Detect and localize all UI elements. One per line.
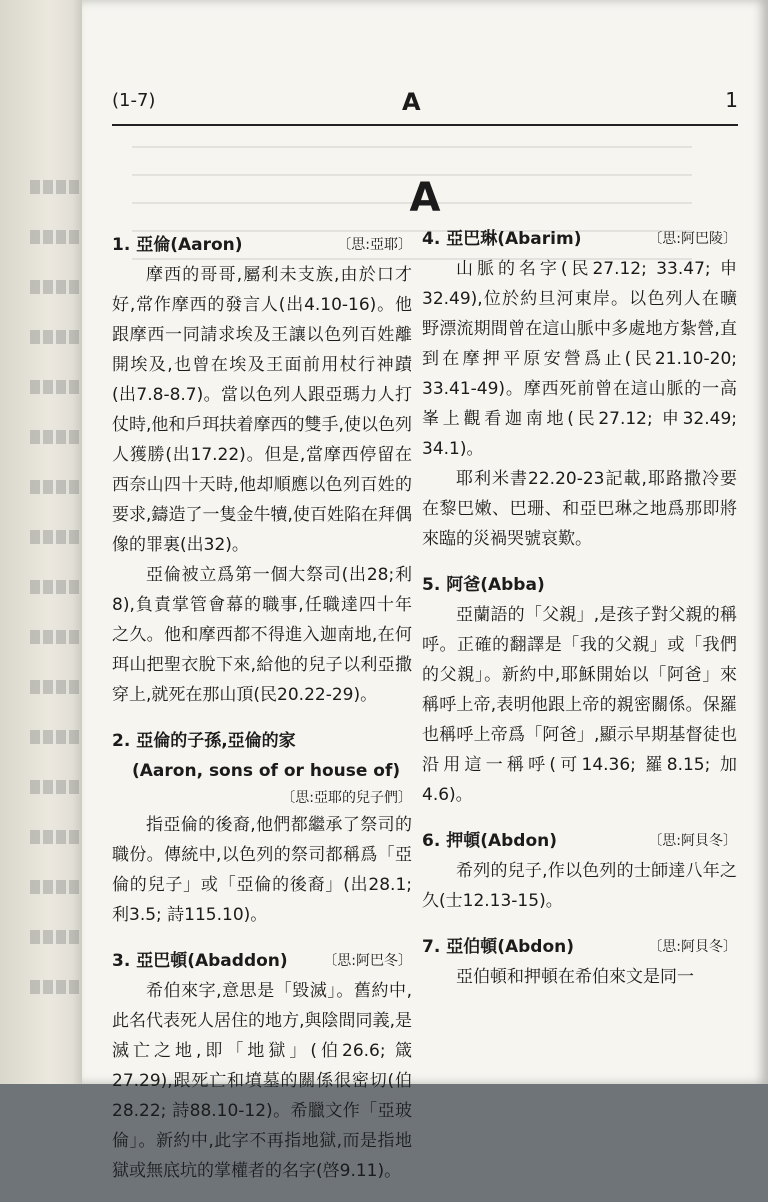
- entry-heading: [422, 932, 737, 962]
- bleed-through-text: [30, 980, 80, 994]
- bleed-through-text: [30, 430, 80, 444]
- dictionary-page: [82, 0, 768, 1181]
- entry-abaddon: [112, 946, 412, 1186]
- bleed-through-text: [30, 380, 80, 394]
- section-letter: A: [409, 175, 441, 221]
- entry-paragraph: 亞倫被立爲第一個大祭司(出28;利8),負責掌管會幕的職事,任職達四十年之久。他和摩西都不得進入迦南地,在何珥山把聖衣脫下來,給他的兒子以利亞撒穿上,就死在那山頂(民20.22-29)。: [112, 565, 412, 705]
- entry-paragraph: 希伯來字,意思是「毀滅」。舊約中,此名代表死人居住的地方,與陰間同義,是滅亡之地,即「地獄」(伯26.6; 箴27.29),跟死亡和墳墓的關係很密切(伯28.22; 詩88.10-12)。希臘文作「亞玻倫」。新約中,此字不再指地獄,而是指地獄或無底坑的掌權者的名字(啓9.11)。: [112, 981, 412, 1181]
- bleed-through-text: [30, 880, 80, 894]
- bleed-through-text: [30, 930, 80, 944]
- entry-abba: [422, 570, 737, 810]
- bleed-through-text: [30, 530, 80, 544]
- entry-heading: [422, 224, 737, 254]
- bleed-through-text: [30, 630, 80, 644]
- entry-abdon: [422, 932, 737, 992]
- entry-title: 5. 阿爸(Abba): [422, 575, 545, 595]
- entry-heading: [112, 726, 412, 756]
- bleed-through-text: [30, 280, 80, 294]
- bleed-through-text: [30, 830, 80, 844]
- entry-paragraph: 山脈的名字(民27.12; 33.47; 申32.49),位於約旦河東岸。以色列人在曠野漂流期間曾在這山脈中多處地方紮營,直到在摩押平原安營爲止(民21.10-20; 33.41-49)。摩西死前曾在這山脈的一高峯上觀看迦南地(民27.12; 申32.49; 34.1)。: [422, 259, 737, 459]
- bleed-through-text: [30, 680, 80, 694]
- entry-heading: [422, 570, 737, 600]
- entry-range: (1-7): [112, 90, 156, 111]
- entry-translation: 〔思:阿巴冬〕: [323, 953, 412, 969]
- header-letter: A: [402, 88, 421, 116]
- bleed-through-text: [30, 730, 80, 744]
- entry-paragraph: 亞伯頓和押頓在希伯來文是同一: [456, 967, 694, 987]
- entry-title: 7. 亞伯頓(Abdon): [422, 937, 575, 957]
- page-number: 1: [725, 88, 738, 112]
- entry-paragraph: 耶利米書22.20-23記載,耶路撒冷要在黎巴嫩、巴珊、和亞巴琳之地爲那即將來臨的災禍哭號哀歎。: [422, 469, 737, 549]
- entry-paragraph: 指亞倫的後裔,他們都繼承了祭司的職份。傳統中,以色列的祭司都稱爲「亞倫的兒子」或「亞倫的後裔」(出28.1; 利3.5; 詩115.10)。: [112, 815, 412, 925]
- entry-abarim: [422, 224, 737, 554]
- entry-translation: 〔思:阿巴陵〕: [648, 231, 737, 247]
- running-header: [112, 88, 738, 126]
- entry-paragraph: 亞蘭語的「父親」,是孩子對父親的稱呼。正確的翻譯是「我的父親」或「我們的父親」。新約中,耶穌開始以「阿爸」來稱呼上帝,表明他跟上帝的親密關係。保羅也稱呼上帝爲「阿爸」,顯示早期基督徒也沿用這一稱呼(可14.36; 羅8.15; 加4.6)。: [422, 605, 737, 805]
- entry-title: 4. 亞巴琳(Abarim): [422, 229, 582, 249]
- entry-title: 2. 亞倫的子孫,亞倫的家: [112, 731, 296, 751]
- entry-heading: [422, 826, 737, 856]
- left-column: [112, 230, 412, 1202]
- bleed-through-text: [30, 480, 80, 494]
- bleed-through-text: [30, 330, 80, 344]
- right-column: [422, 224, 737, 1008]
- entry-translation: 〔思:阿貝冬〕: [648, 939, 737, 955]
- entry-subheading: (Aaron, sons of or house of): [132, 761, 401, 781]
- entry-paragraph: 希列的兒子,作以色列的士師達八年之久(士12.13-15)。: [422, 861, 737, 911]
- entry-aaron-sons: [112, 726, 412, 930]
- entry-translation: 〔思:亞耶〕: [337, 237, 412, 253]
- entry-aaron: [112, 230, 412, 710]
- entry-title: 3. 亞巴頓(Abaddon): [112, 951, 288, 971]
- entry-abdon-judge: [422, 826, 737, 916]
- facing-page-edge: [0, 0, 90, 1084]
- entry-translation: 〔思:亞耶的兒子們〕: [281, 790, 412, 806]
- entry-title: 1. 亞倫(Aaron): [112, 235, 243, 255]
- entry-paragraph: 摩西的哥哥,屬利未支族,由於口才好,常作摩西的發言人(出4.10-16)。他跟摩西一同請求埃及王讓以色列百姓離開埃及,也曾在埃及王面前用杖行神蹟(出7.8-8.7)。當以色列人跟亞瑪力人打仗時,他和戶珥扶着摩西的雙手,使以色列人獲勝(出17.22)。但是,當摩西停留在西奈山四十天時,他却順應以色列百姓的要求,鑄造了一隻金牛犢,使百姓陷在拜偶像的罪裏(出32)。: [112, 265, 412, 555]
- bleed-through-text: [30, 780, 80, 794]
- entry-heading: [112, 946, 412, 976]
- entry-heading: [112, 230, 412, 260]
- bleed-through-text: [30, 580, 80, 594]
- bleed-through-text: [30, 180, 80, 194]
- bleed-through-text: [30, 230, 80, 244]
- entry-translation: 〔思:阿貝冬〕: [648, 833, 737, 849]
- entry-title: 6. 押頓(Abdon): [422, 831, 558, 851]
